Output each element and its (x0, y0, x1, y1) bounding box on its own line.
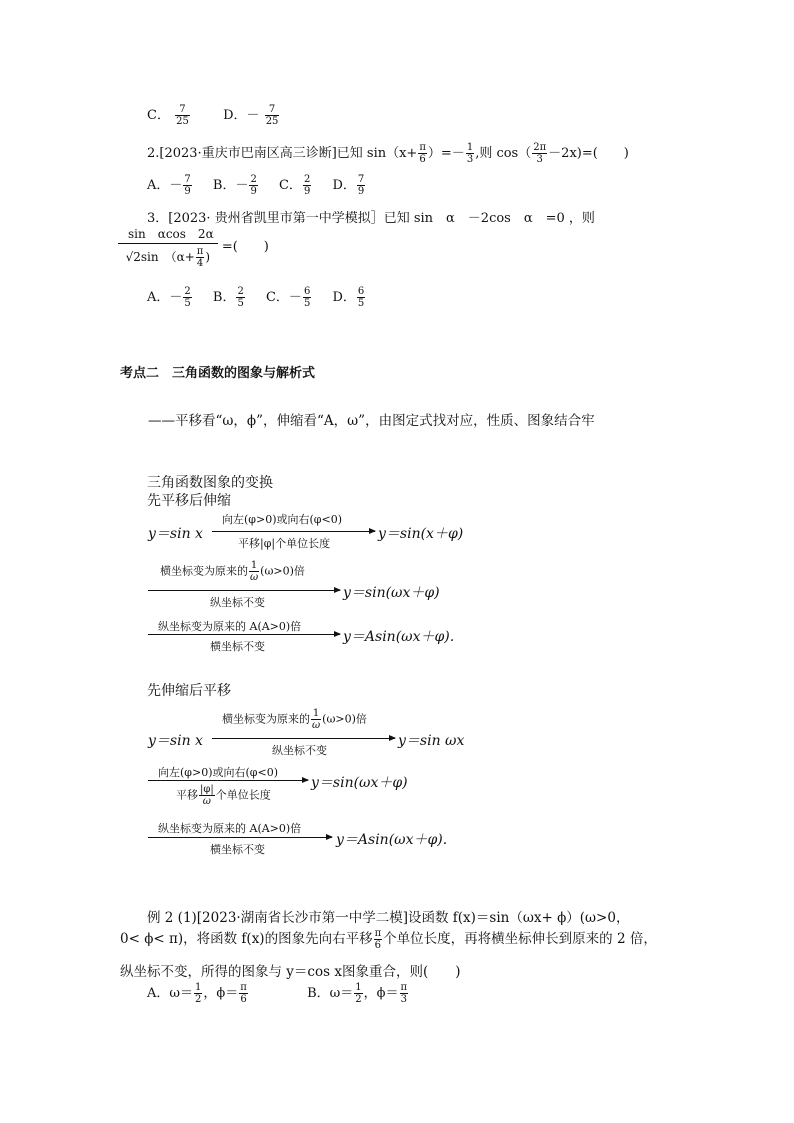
example-option-b: B．ω＝ $\frac{1}{2}$ ，ϕ＝ $\frac{\pi}{3}$ (307, 982, 408, 1005)
transform-subheading-2: 先伸缩后平移 (147, 683, 231, 699)
example-options (147, 982, 409, 1005)
transform-r1-bottom: 平移|φ|个单位长度 (238, 537, 331, 550)
transform-s2-right: y＝sin(ωx＋φ) (311, 775, 408, 791)
transform-s2-top: 向左(φ>0)或向右(φ<0) (158, 766, 279, 779)
transform-r3-right: y＝Asin(ωx＋φ). (343, 629, 455, 645)
q1-option-d-label: D．－ (223, 108, 260, 123)
transform-r2-top: 横坐标变为原来的 $\frac{1}{\omega}$ (ω>0)倍 (160, 560, 305, 583)
example-line-2: 0< ϕ< π)，将函数 f(x)的图象先向右平移 $\frac{\pi}{6}$ 个单位长度，再将横坐标伸长到原来的 2 倍， (120, 928, 657, 951)
transform-s2-arrow (148, 780, 308, 781)
q1-option-c-fraction: $\frac{7}{25}$ (176, 104, 189, 127)
transform-s3-bottom: 横坐标不变 (210, 843, 265, 856)
transform-r1-top: 向左(φ>0)或向右(φ<0) (222, 513, 343, 526)
transform-r1-left: y＝sin x (148, 526, 203, 542)
example-line-1: 例 2 (1)[2023·湖南省长沙市第一中学二模]设函数 f(x)＝sin（ωx+ ϕ）(ω>0， (147, 910, 630, 926)
section-title: 考点二 三角函数的图象与解析式 (120, 366, 316, 381)
section-subtitle: ——平移看“ω，ϕ”，伸缩看“A，ω”，由图定式找对应，性质、图象结合牢 (148, 413, 595, 429)
transform-r2-right: y＝sin(ωx＋φ) (343, 585, 440, 601)
transform-s3-top: 纵坐标变为原来的 A(A>0)倍 (158, 822, 302, 835)
transform-s1-bottom: 纵坐标不变 (272, 744, 327, 757)
question-2-stem: 2.[2023·重庆市巴南区高三诊断]已知 sin（x+ $\frac{\pi}{6}$ ）=－ $\frac{1}{3}$ ,则 cos（ $\frac{2\pi}{3}$ －2x)=( ) (147, 142, 629, 165)
question-3-fraction: sin αcos 2α √2sin （α+ $\frac{\pi}{4}$ ) =( ) (118, 225, 269, 269)
question-2-options: A．－ $\frac{7}{9}$ B．－ $\frac{2}{9}$ C． $\frac{2}{9}$ D． $\frac{7}{9}$ (147, 174, 365, 197)
question-3-options: A．－ $\frac{2}{5}$ B． $\frac{2}{5}$ C．－ $\frac{6}{5}$ D． $\frac{6}{5}$ (147, 286, 365, 309)
transform-s1-right: y＝sin ωx (398, 733, 465, 749)
example-option-a: A．ω＝ $\frac{1}{2}$ ，ϕ＝ $\frac{\pi}{6}$ (147, 982, 247, 1005)
transform-r3-top: 纵坐标变为原来的 A(A>0)倍 (158, 620, 302, 633)
transform-s3-arrow (148, 837, 332, 838)
transform-r3-bottom: 横坐标不变 (210, 640, 265, 653)
transform-r2-bottom: 纵坐标不变 (210, 596, 265, 609)
transform-s1-left: y＝sin x (148, 733, 203, 749)
transform-s2-bottom: 平移 $\frac{|\varphi|}{\omega}$ 个单位长度 (176, 784, 271, 807)
transform-r1-right: y＝sin(x＋φ) (378, 526, 464, 542)
transform-r3-arrow (148, 634, 340, 635)
transform-r2-arrow (148, 590, 340, 591)
question-3-stem: 3．[2023· 贵州省凯里市第一中学模拟］已知 sin α －2cos α =0 ，则 (147, 211, 595, 226)
transform-subheading-1: 先平移后伸缩 (147, 493, 231, 509)
transform-heading: 三角函数图象的变换 (147, 475, 273, 491)
q1-options (147, 104, 280, 127)
q1-option-d-fraction: $\frac{7}{25}$ (265, 104, 279, 127)
transform-s1-arrow (212, 738, 395, 739)
example-line-3: 纵坐标不变，所得的图象与 y＝cos x图象重合，则( ) (120, 964, 461, 980)
transform-s3-right: y＝Asin(ωx＋φ). (336, 832, 448, 848)
transform-s1-top: 横坐标变为原来的 $\frac{1}{\omega}$ (ω>0)倍 (222, 708, 367, 731)
transform-r1-arrow (212, 531, 375, 532)
q1-option-c-label: C． (147, 108, 170, 123)
